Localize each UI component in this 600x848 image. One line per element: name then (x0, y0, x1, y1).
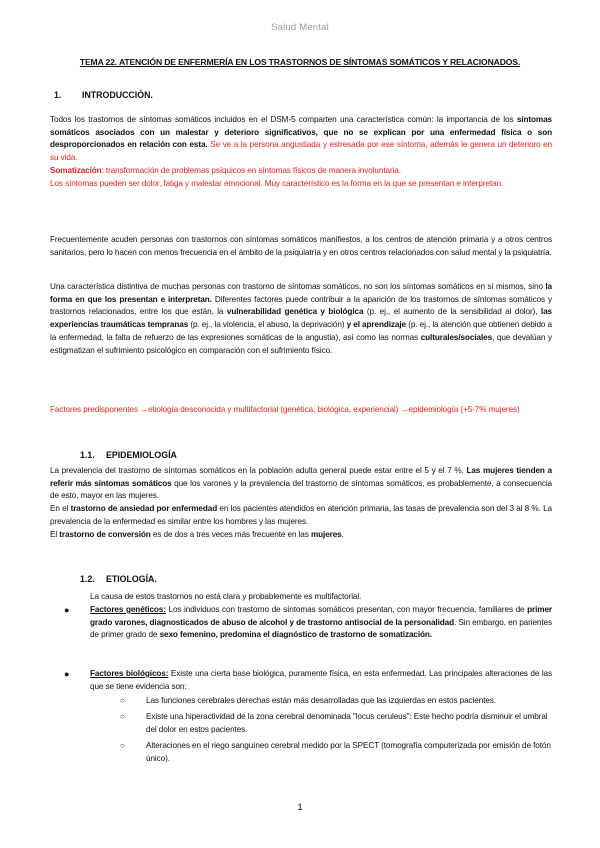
circle-bullet-icon: ○ (120, 741, 125, 750)
intro-red: Se ve a la persona angustiada y estresada por ese síntoma, además le genera un deterioro en su vida. (50, 140, 553, 163)
text: , que devalúan y estigmatizan el sufrimiento psicológico en comparación con el sufrimiento físico. (50, 332, 552, 355)
sub-bullet-text: Existe una hiperactividad de la zona cerebral denominada "locus ceruleus": Este hecho podría disminuir el umbral del dolor en estos pacientes. (146, 712, 548, 734)
intro-text: Todos los trastornos de síntomas somáticos incluidos en el DSM-5 comparten una característica común: la importancia de los (50, 115, 517, 124)
bullet-icon: ● (64, 669, 70, 679)
bold-text: la forma en que los presentan e interpretan. (50, 282, 552, 304)
bullet-title: Factores biológicos: (90, 669, 169, 678)
text: El (50, 529, 60, 539)
section-heading-etiologia (80, 574, 157, 584)
sub-bullet-text: Las funciones cerebrales derechas están más desarrolladas que las izquierdas en estos pacientes. (146, 696, 496, 705)
text: que los varones y la prevalencia del trastorno de síntomas somáticos, es probablemente, a consecuencia de esto, mayor en las mujeres. (50, 478, 552, 501)
text: (p. ej., la atención que obtienen debido a la enfermedad, la falta de refuerzo de las expresiones somáticas de la angustia), así como las normas (50, 320, 552, 342)
text: . Sin embargo, en parientes de primer grado de (90, 617, 552, 640)
somatizacion-def: : transformación de problemas psíquicos en síntomas físicos de manera involuntaria. (101, 165, 401, 175)
bold-text: vulnerabilidad genética y biológica (226, 307, 364, 317)
paragraph-frecuencia: Frecuentemente acuden personas con trastornos con síntomas somáticos manifiestos, a los centros de atención primaria y a otros centros sanitarios, pero lo hacen con menos frecuencia en el ámbito de la psiquiatría y en otros centros relacionados con salud mental y la psiquiatría. (50, 235, 552, 257)
section-number: 1.2. (80, 574, 95, 584)
intro-paragraph (50, 114, 552, 190)
paragraph-caracteristica (50, 281, 552, 357)
text: en los pacientes atendidos en atención primaria, las tasas de prevalencia son del 3 al 8 %. La prevalencia de la enfermedad es similar entre los hombres y las mujeres. (50, 504, 552, 526)
bold-text: primer grado varones, diagnosticados de abuso de alcohol y de trastorno antisocial de la personalidad (90, 605, 552, 627)
bold-text: y el aprendizaje (346, 320, 407, 330)
sub-bullet (118, 695, 552, 708)
section-number: 1. (54, 90, 62, 100)
section-heading-introduccion (54, 90, 153, 100)
paragraph-epidemiologia (50, 465, 552, 541)
sub-bullet-text: Alteraciones en el riego sanguíneo cerebral medido por la SPECT (tomografía computerizada por emisión de fotón único). (146, 741, 551, 763)
text: La prevalencia del trastorno de síntomas somáticos en la población adulta general puede estar entre el 5 y el 7 %. (50, 466, 467, 475)
text: . (341, 529, 344, 539)
bullet-title: Factores genéticos: (90, 605, 166, 614)
text: (p. ej., la violencia, el abuso, la deprivación) (188, 320, 347, 330)
page-number: 1 (297, 802, 303, 813)
text: (p. ej., el aumento de la sensibilidad al dolor), (363, 307, 541, 317)
somatizacion-term: Somatización (50, 165, 102, 175)
text: Diferentes factores puede contribuir a la aparición de los trastornos de síntomas somáticos y trastornos relacionados, entre los que están, la (50, 294, 552, 317)
bold-text: culturales/sociales (420, 332, 493, 342)
circle-bullet-icon: ○ (120, 696, 125, 705)
etiologia-intro: La causa de estos trastornos no está clara y probablemente es multifactorial. (90, 592, 362, 601)
bullet-factores-geneticos (62, 604, 552, 642)
text: es de dos a tres veces más frecuente en las (150, 529, 311, 539)
bold-text: trastorno de conversión (59, 529, 151, 539)
circle-bullet-icon: ○ (120, 712, 125, 721)
bold-text: las experiencias traumáticas tempranas (50, 307, 552, 330)
page-header: Salud Mental (271, 22, 329, 33)
text: Una característica distintiva de muchas personas con trastorno de síntomas somáticos, no son los síntomas somáticos en sí mismos, sino (50, 282, 546, 291)
text: En el (50, 504, 71, 514)
section-label: ETIOLOGÍA. (106, 574, 157, 584)
sintomas-note: Los síntomas pueden ser dolor, fatiga y malestar emocional. Muy característico es la forma en la que se presentan e interpretan. (50, 178, 504, 188)
section-number: 1.1. (80, 450, 95, 460)
sub-bullet (118, 711, 552, 736)
bullet-icon: ● (64, 605, 70, 615)
section-label: EPIDEMIOLOGÍA (106, 450, 177, 460)
bullet-factores-biologicos (62, 668, 552, 693)
intro-bold: síntomas somáticos asociados con un malestar y deterioro significativos, que no se explican por una enfermedad física o son desproporcionados en relación con esta. (50, 115, 552, 150)
text: Los individuos con trastorno de síntomas somáticos presentan, con mayor frecuencia, familiares de (165, 605, 528, 614)
text: Existe una cierta base biológica, puramente física, en esta enfermedad. Las principales alteraciones de las que se tiene evidencia son: (90, 669, 552, 691)
bold-text: sexo femenino, predomina el diagnóstico de trastorno de somatización. (159, 630, 433, 640)
document-title: TEMA 22. ATENCIÓN DE ENFERMERÍA EN LOS TRASTORNOS DE SÍNTOMAS SOMÁTICOS Y RELACIONADOS. (79, 57, 521, 67)
section-label: INTRODUCCIÓN. (82, 90, 153, 100)
factores-predisponentes: Factores predisponentes →etiología desconocida y multifactorial (genética, biológica, experiencial) →epidemiología (+5-7% mujeres) (50, 405, 520, 414)
bold-text: mujeres (310, 529, 342, 539)
section-heading-epidemiologia (80, 450, 177, 460)
bold-text: Las mujeres tienden a referir más síntomas somáticos (50, 466, 552, 488)
bold-text: trastorno de ansiedad por enfermedad (70, 504, 218, 514)
sub-bullet (118, 740, 552, 765)
